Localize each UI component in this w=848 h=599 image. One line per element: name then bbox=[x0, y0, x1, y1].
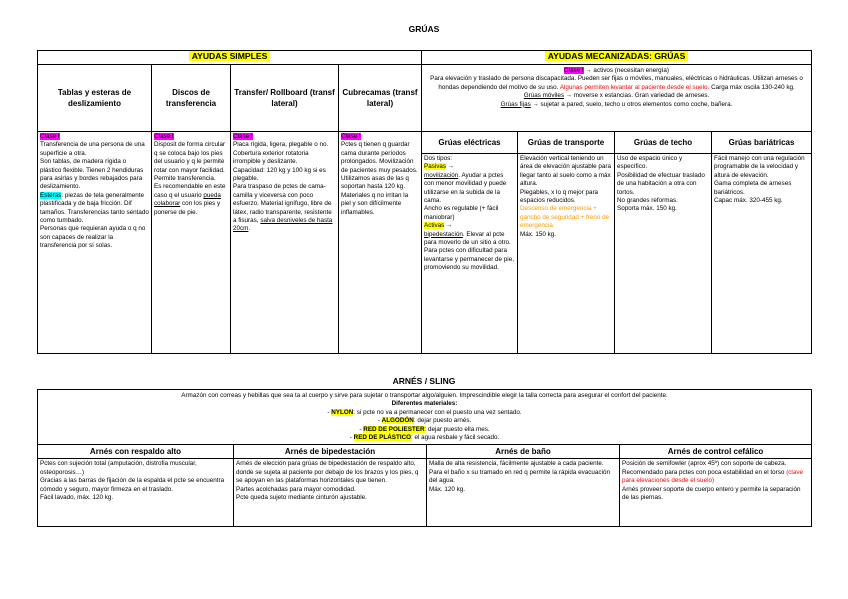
col-title-control-cefalico: Arnés de control cefálico bbox=[620, 445, 812, 459]
col-title-techo: Grúas de techo bbox=[615, 132, 712, 154]
mec-intro-text: Para elevación y traslado de persona discapacitada. Pueden ser fijas o móviles, manuales, eléctricas o hidráulicas. Utilizan arneses o hondas dependiendo del motivo de su uso. bbox=[430, 75, 803, 91]
ayudas-mecanizadas-header: AYUDAS MECANIZADAS: GRÚAS bbox=[545, 51, 689, 61]
gruas-moviles-label: Grúas móviles bbox=[523, 92, 565, 100]
gruas-moviles-text: → moverse x estancias. Gran variedad de arneses. bbox=[564, 92, 710, 100]
cell-cubrecamas: Clase I Pctes q tienen q guardar cama durante períodos prolongados. Movilización de pacientes muy pesados. Utilizamos asas de las q soportan hasta 120 kg. Materiales q no irritan la piel y son difícilmente inflamables. bbox=[339, 132, 422, 354]
arnes-intro bbox=[38, 390, 812, 445]
cell-tablas: Clase I Transferencia de una persona de una superficie a otra. Son tablas, de madera rígida o plástico flexible. Tienen 2 hendiduras para asirlas y bordes rebajados para deslizamiento. Esteras: piezas de tela generalmente plastificada y de baja fricción. Dif tamaños. Transferencias tanto sentado como tumbado. Personas que requieran ayuda o q no son capaces de realizar la transferencia por sí solas. bbox=[38, 132, 152, 354]
cell-bano: Malla de alta resistencia, fácilmente ajustable a cada paciente. Para el baño x su tramado en red q permite la rápida evacuación del agua. Máx. 120 kg. bbox=[427, 459, 620, 527]
clase-rest: → activos (necesitan energía) bbox=[583, 67, 670, 74]
material-algodon: - ALGODÓN: dejar puesto arnés. bbox=[377, 417, 472, 425]
cell-transporte: Elevación vertical teniendo un área de elevación ajustable para llegar tanto al suelo como a máx altura. Plegables, x lo q mejor para espacios reducidos. Descenso de emergencia + gancho de seguridad + freno de emergencia. Máx. 150 kg. bbox=[518, 154, 615, 354]
ayudas-simples-header: AYUDAS SIMPLES bbox=[189, 51, 271, 61]
col-title-tablas: Tablas y esteras de deslizamiento bbox=[38, 65, 152, 132]
col-title-cubrecamas: Cubrecamas (transf lateral) bbox=[339, 65, 422, 132]
mec-intro-red: Algunas permiten levantar al paciente desde el suelo. bbox=[559, 83, 710, 91]
col-title-electricas: Grúas eléctricas bbox=[422, 132, 518, 154]
mec-intro-carga: Carga máx oscila 130-240 kg. bbox=[711, 83, 795, 91]
cell-transfer: Clase I Placa rígida, ligera, plegable o no. Cobertura exterior rotatoria irrompible y deslizante. Capacidad: 120 kg y 100 kg si es plegable. Para traspaso de pctes de cama-camilla y viceversa con poco esfuerzo. Material ignífugo, libre de látex, radio transparente, resistente a fisuras, salva desniveles de hasta 20cm. bbox=[231, 132, 339, 354]
cell-bariatricas: Fácil manejo con una regulación programable de la velocidad y altura de elevación. Gama completa de arneses bariátricos. Capac máx. 320-455 kg. bbox=[712, 154, 812, 354]
cell-bipedestacion: Arnés de elección para grúas de bipedestación de respaldo alto, donde se sujeta al paciente por debajo de los brazos y los pies, q se apoyan en las plataformas horizontales que tienen. Partes acolchadas para mayor comodidad. Pcte queda sujeto mediante cinturón ajustable. bbox=[234, 459, 427, 527]
arnes-table bbox=[37, 389, 812, 527]
material-plastico: - RED DE PLÁSTICO: el agua resbale y fácil secado. bbox=[349, 434, 500, 442]
col-title-discos: Discos de transferencia bbox=[152, 65, 231, 132]
col-title-transfer: Transfer/ Rollboard (transf lateral) bbox=[231, 65, 339, 132]
clase-badge: Clase I bbox=[564, 67, 584, 74]
gruas-fijas-label: Grúas fijas bbox=[500, 100, 531, 108]
cell-control-cefalico: Posición de semifowler (aprox 45º) con soporte de cabeza. Recomendado para pctes con poca estabilidad en el torso (clave para elevaciones desde el suelo) Arnés proveer soporte de cuerpo entero y permite la separación de las piernas. bbox=[620, 459, 812, 527]
cell-discos: Clase I Disposit de forma circular q se coloca bajo los pies del usuario y q le permite rotar con mayor facilidad. Permite transferencia. Es recomendable en este caso q el usuario pueda colaborar con los pies y ponerse de pie. bbox=[152, 132, 231, 354]
gruas-title: GRÚAS bbox=[408, 24, 440, 34]
gruas-table bbox=[37, 50, 812, 354]
col-title-bipedestacion: Arnés de bipedestación bbox=[234, 445, 427, 459]
cell-respaldo-alto: Pctes con sujeción total (amputación, distrofia muscular, osteoporosis…) Gracias a las barras de fijación de la espalda el pcte se encuentra cómodo y seguro, mayor firmeza en el traslado. Fácil lavado, máx. 120 kg. bbox=[38, 459, 234, 527]
arnes-title: ARNÉS / SLING bbox=[392, 376, 456, 386]
arnes-intro-text: Armazón con correas y hebillas que sea ta al cuerpo y sirve para sujetar o transportar algo/alguien. Imprescindible elegir la talla correcta para asegurar el confort del paciente. bbox=[181, 392, 668, 399]
col-title-bano: Arnés de baño bbox=[427, 445, 620, 459]
mecanizadas-intro bbox=[422, 65, 812, 132]
materials-title: Diferentes materiales: bbox=[391, 400, 458, 408]
cell-electricas: Dos tipos: Pasivas → movilización. Ayudar a pctes con menor movilidad y puede utilizarse en la subida de la cama. Ancho es regulable (+ fácil maniobrar) Activas → bipedestación. Elevar al pcte para moverlo de un sitio a otro. Para pctes con dificultad para levantarse y permanecer de pie, promoviendo su movilidad. bbox=[422, 154, 518, 354]
cell-techo: Uso de espacio único y específico. Posibilidad de efectuar traslado de una habitación a otra con tortos. No grandes reformas. Soporta máx. 150 kg. bbox=[615, 154, 712, 354]
col-title-respaldo-alto: Arnés con respaldo alto bbox=[38, 445, 234, 459]
material-poliester: - RED DE POLIESTER: dejar puesto ella mes. bbox=[359, 425, 490, 433]
gruas-fijas-text: → sujetar a pared, suelo, techo u otros elementos como coche, bañera. bbox=[530, 100, 733, 108]
material-nylon: - NYLON: si pcte no va a permanecer con el puesto una vez sentado. bbox=[327, 408, 522, 416]
col-title-bariatricas: Grúas bariátricas bbox=[712, 132, 812, 154]
col-title-transporte: Grúas de transporte bbox=[518, 132, 615, 154]
